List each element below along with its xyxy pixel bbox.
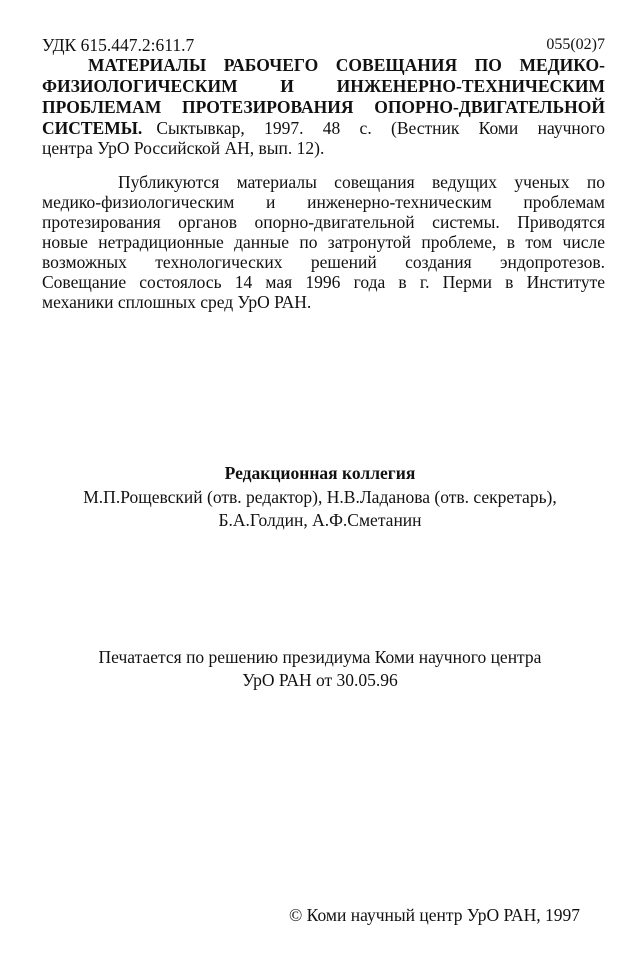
print-approval: Печатается по решению президиума Коми научного центра (98, 647, 542, 667)
abstract-line: протезирования органов опорно-двигательной системы. Приводятся (42, 212, 605, 232)
copyright: © Коми научный центр УрО РАН, 1997 (289, 905, 580, 925)
title-end: СИСТЕМЫ. (42, 118, 143, 138)
abstract-line: механики сплошных сред УрО РАН. (42, 292, 312, 312)
publication-info: Сыктывкар, 1997. 48 с. (Вестник Коми научного (156, 118, 605, 138)
abstract-line: Публикуются материалы совещания ведущих ученых по (118, 172, 605, 192)
title-line: ФИЗИОЛОГИЧЕСКИМ И ИНЖЕНЕРНО-ТЕХНИЧЕСКИМ (42, 76, 605, 96)
abstract-line: Совещание состоялось 14 мая 1996 года в г. Перми в Институте (42, 272, 605, 292)
classification-code: 055(02)7 (546, 36, 605, 53)
title-line: ПРОБЛЕМАМ ПРОТЕЗИРОВАНИЯ ОПОРНО-ДВИГАТЕЛЬНОЙ (42, 97, 605, 117)
abstract-line: новые нетрадиционные данные по затронутой проблеме, в том числе (42, 232, 605, 252)
editorial-members: Б.А.Голдин, А.Ф.Сметанин (218, 510, 422, 530)
editorial-members: М.П.Рощевский (отв. редактор), Н.В.Ладанова (отв. секретарь), (83, 487, 557, 507)
udk-line (42, 35, 605, 55)
abstract-line: медико-физиологическим и инженерно-техническим проблемам (42, 192, 605, 212)
title-line (42, 118, 605, 138)
abstract-line: возможных технологических решений создания эндопротезов. (42, 252, 605, 272)
udk: УДК 615.447.2:611.7 (42, 35, 195, 55)
publication-series: центра УрО Российской АН, вып. 12). (42, 138, 325, 158)
print-approval: УрО РАН от 30.05.96 (242, 670, 398, 690)
title-line: МАТЕРИАЛЫ РАБОЧЕГО СОВЕЩАНИЯ ПО МЕДИКО- (88, 55, 605, 75)
editorial-heading: Редакционная коллегия (224, 463, 416, 483)
